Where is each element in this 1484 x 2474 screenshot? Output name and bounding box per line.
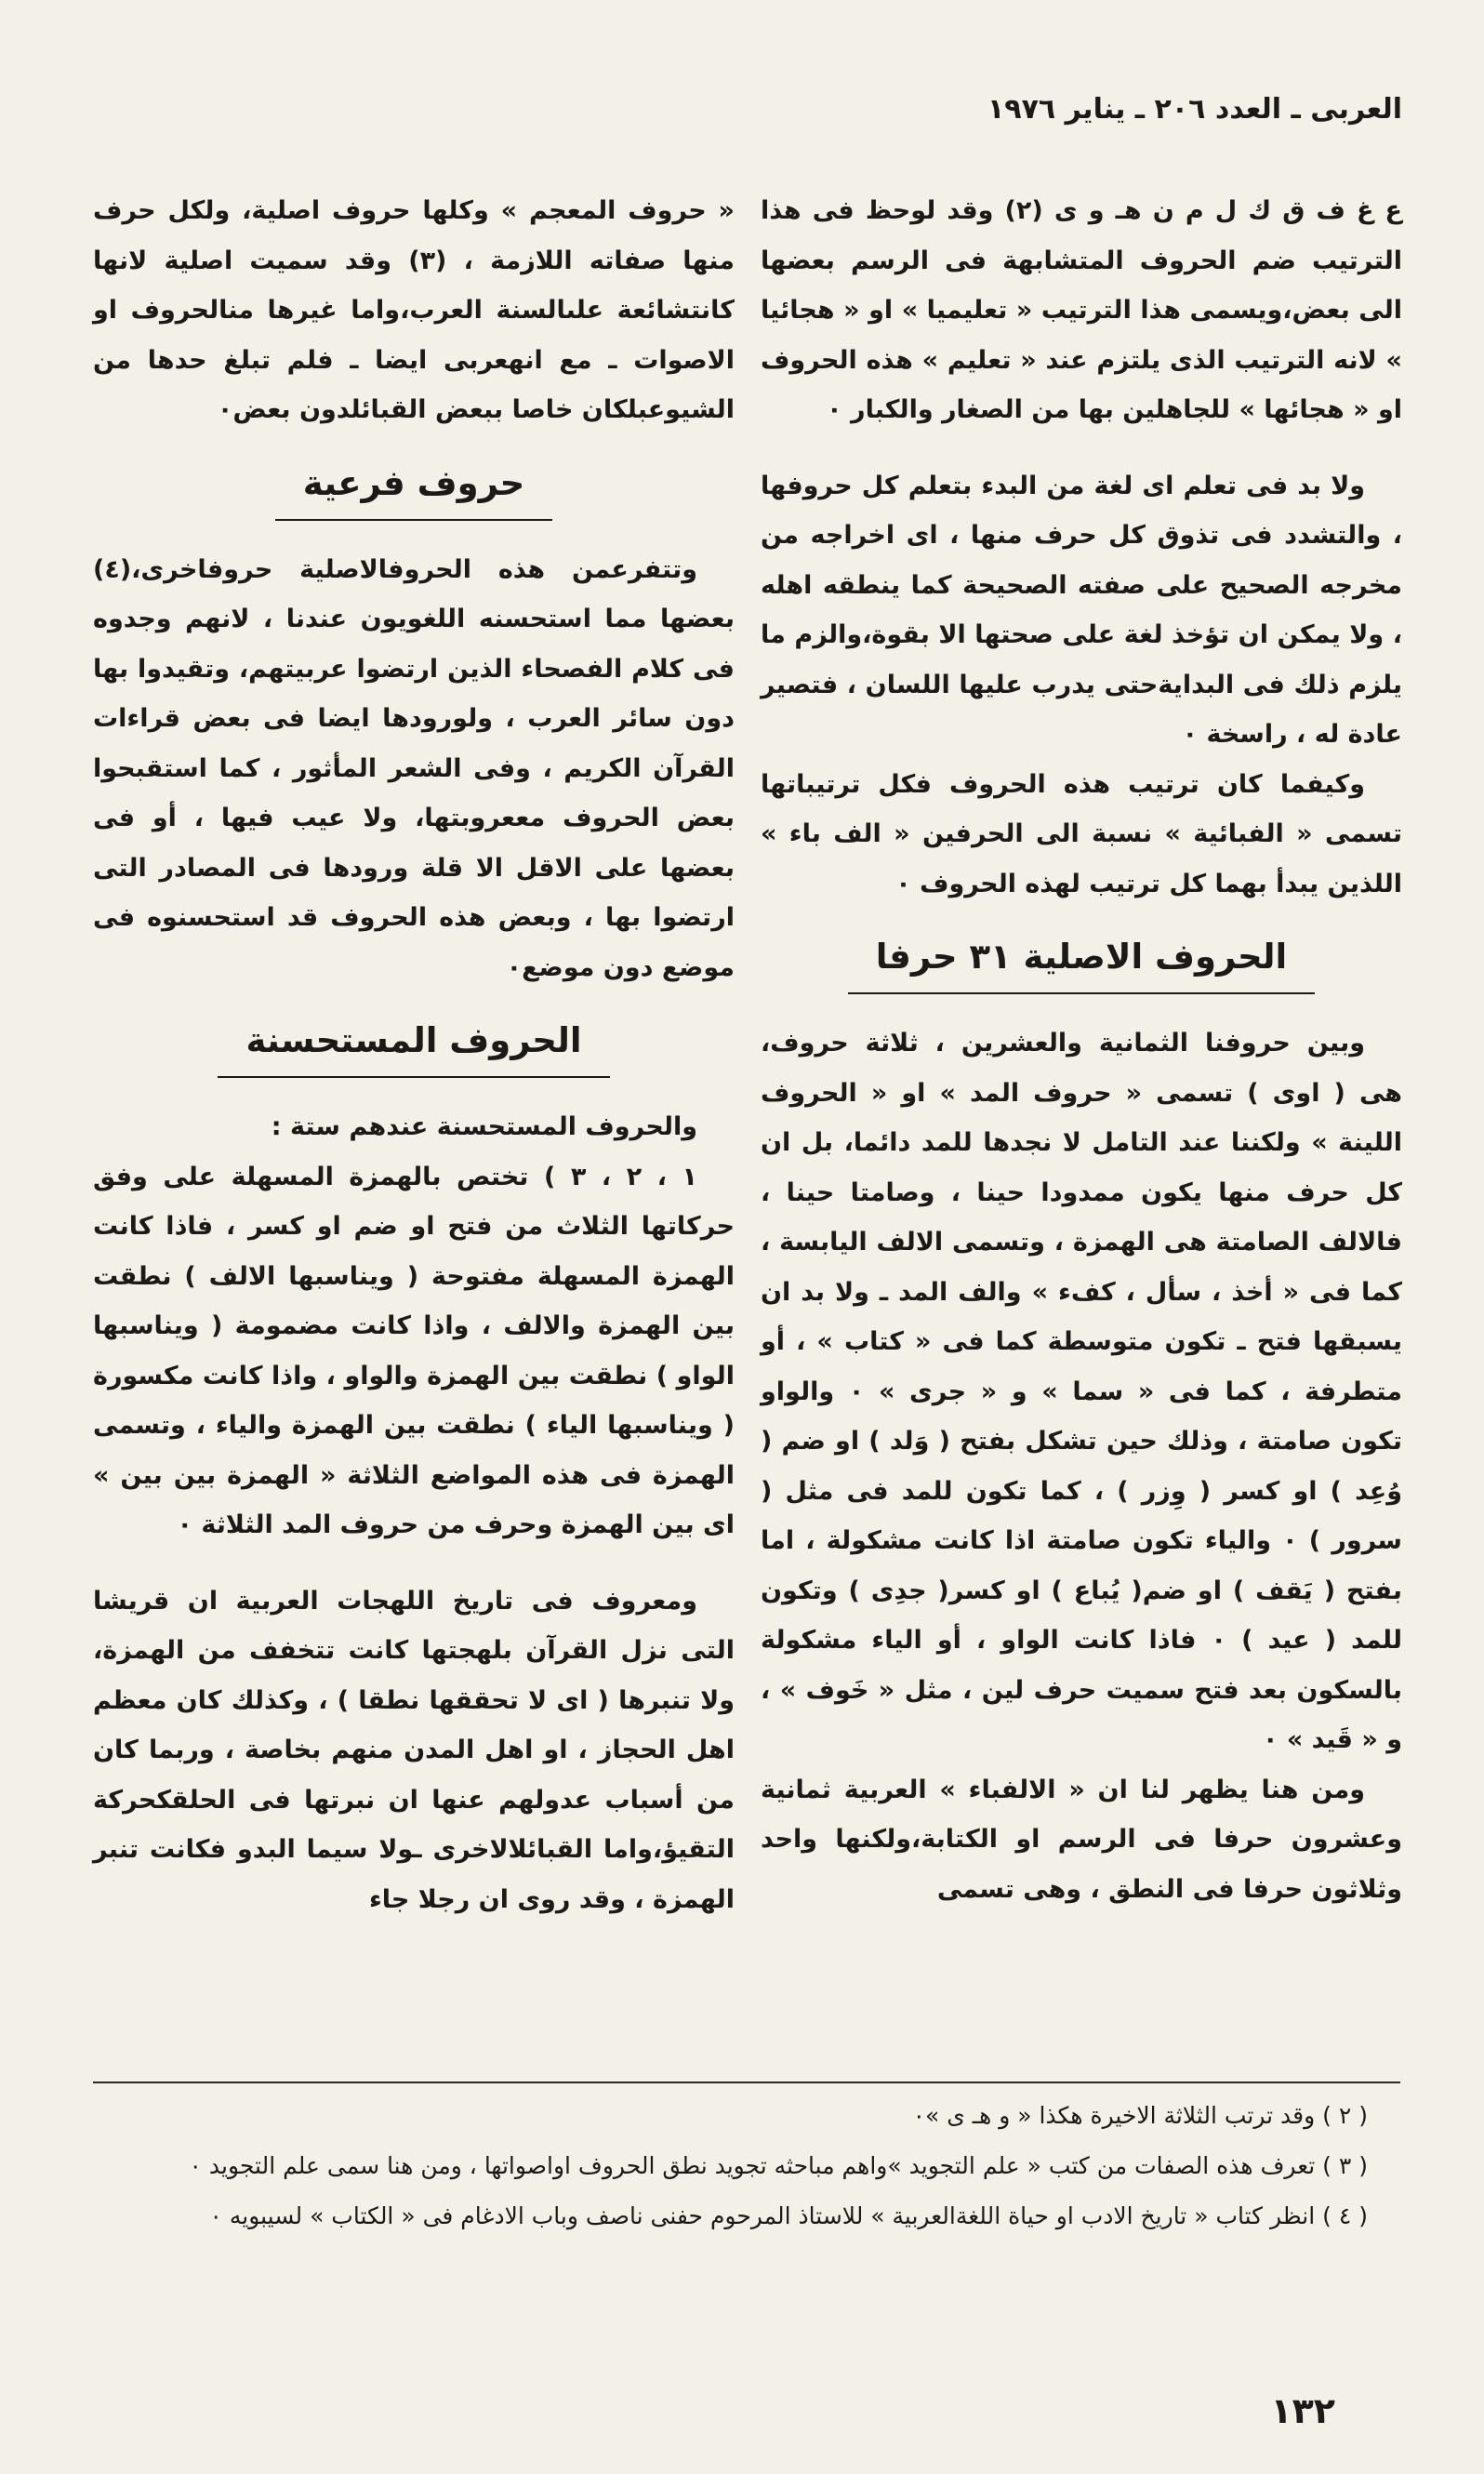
- right-paragraph-5: ومن هنا يظهر لنا ان « الالفباء » العربية ثمانية وعشرون حرفا فى الرسم او الكتابة،ولكنها واحد وثلاثون حرفا فى النطق ، وهى تسمى: [761, 1775, 1402, 1904]
- footnote-2: ( ٢ ) وقد ترتب الثلاثة الاخيرة هكذا « و هـ ى »٠: [912, 2102, 1368, 2129]
- right-paragraph-2: ولا بد فى تعلم اى لغة من البدء بتعلم كل حروفها ، والتشدد فى تذوق كل حرف منها ، اى اخراجه من مخرجه الصحيح على صفته الصحيحة كما ينطقه اهله ، ولا يمكن ان تؤخذ لغة على صحتها الا بقوة،والزم ما يلزم ذلك فى البدايةحتى يدرب عليها اللسان ، فتصير عادة له ، راسخة ٠: [761, 471, 1402, 749]
- section-title-original-letters: [761, 929, 1402, 994]
- footnotes: [94, 2091, 1368, 2241]
- footnote-divider: [93, 2082, 1400, 2083]
- right-intro-paragraph: ع غ ف ق ك ل م ن هـ و ى (٢) وقد لوحظ فى هذا الترتيب ضم الحروف المتشابهة فى الرسم بعضها الى بعض،ويسمى هذا الترتيب « تعليميا » او « هجائيا » لانه الترتيب الذى يلتزم عند « تعليم » هذه الحروف او « هجائها » للجاهلين بها من الصغار والكبار ٠: [761, 196, 1402, 424]
- left-intro-paragraph: « حروف المعجم » وكلها حروف اصلية، ولكل حرف منها صفاته اللازمة ، (٣) وقد سميت اصلية لانها كانتشائعة علىالسنة العرب،واما غيرها منالحروف او الاصوات ـ مع انهعربى ايضا ـ فلم تبلغ حدها من الشيوعبلكان خاصا ببعض القبائلدون بعض٠: [93, 196, 735, 424]
- section-title-branch-letters: [93, 456, 735, 521]
- left-column: [93, 186, 735, 1924]
- footnote-4: ( ٤ ) انظر كتاب « تاريخ الادب او حياة اللغةالعربية » للاستاذ المرحوم حفنى ناصف وباب الادغام فى « الكتاب » لسيبويه ٠: [209, 2202, 1368, 2229]
- section-title-approved-letters: [93, 1013, 735, 1078]
- page-number: ١٣٢: [1270, 2390, 1335, 2431]
- left-paragraph-4: ١ ، ٢ ، ٣ ) تختص بالهمزة المسهلة على وفق حركاتها الثلاث من فتح او ضم او كسر ، فاذا كانت الهمزة المسهلة مفتوحة ( ويناسبها الالف ) نطقت بين الهمزة والالف ، واذا كانت مضمومة ( ويناسبها الواو ) نطقت بين الهمزة والواو ، واذا كانت مكسورة ( ويناسبها الياء ) نطقت بين الهمزة والياء ، وتسمى الهمزة فى هذه المواضع الثلاثة « الهمزة بين بين » اى بين الهمزة وحرف من حروف المد الثلاثة ٠: [93, 1162, 735, 1539]
- running-header: العربى ـ العدد ٢٠٦ ـ يناير ١٩٧٦: [987, 93, 1402, 126]
- section-title-approved-letters-text: الحروف المستحسنة: [218, 1013, 609, 1078]
- left-paragraph-2: وتتفرعمن هذه الحروفالاصلية حروفاخرى،(٤) بعضها مما استحسنه اللغويون عندنا ، لانهم وجدوه فى كلام الفصحاء الذين ارتضوا عربيتهم، وتقيدوا بها دون سائر العرب ، ولورودها ايضا فى بعض قراءات القرآن الكريم ، وفى الشعر المأثور ، كما استقبحوا بعض الحروف مععروبتها، ولا عيب فيها ، أو فى بعضها على الاقل الا قلة ورودها فى المصادر التى ارتضوا بها ، وبعض هذه الحروف قد استحسنوه فى موضع دون موضع٠: [93, 554, 735, 982]
- footnote-3: ( ٣ ) تعرف هذه الصفات من كتب « علم التجويد »واهم مباحثه تجويد نطق الحروف اواصواتها ، ومن هنا سمى علم التجويد ٠: [189, 2152, 1368, 2179]
- right-column: [761, 186, 1402, 1914]
- section-title-branch-letters-text: حروف فرعية: [275, 456, 553, 521]
- left-paragraph-3: والحروف المستحسنة عندهم ستة :: [271, 1112, 697, 1141]
- section-title-original-letters-text: الحروف الاصلية ٣١ حرفا: [848, 929, 1316, 994]
- right-paragraph-3: وكيفما كان ترتيب هذه الحروف فكل ترتيباتها تسمى « الفبائية » نسبة الى الحرفين « الف باء » اللذين يبدأ بهما كل ترتيب لهذه الحروف ٠: [761, 769, 1402, 898]
- right-paragraph-4: وبين حروفنا الثمانية والعشرين ، ثلاثة حروف، هى ( اوى ) تسمى « حروف المد » او « الحروف اللينة » ولكننا عند التامل لا نجدها للمد دائما، بل ان كل حرف منها يكون ممدودا حينا ، وصامتا حينا ، فالالف الصامتة هى الهمزة ، وتسمى الالف اليابسة ، كما فى « أخذ ، سأل ، كفء » والف المد ـ ولا بد ان يسبقها فتح ـ تكون متوسطة كما فى « كتاب » ، أو متطرفة ، كما فى « سما » و « جرى » ٠ والواو تكون صامتة ، وذلك حين تشكل بفتح ( وَلد ) او ضم ( وُعِد ) او كسر ( وِزر ) ، كما تكون للمد فى مثل ( سرور ) ٠ والياء تكون صامتة اذا كانت مشكولة ، اما بفتح ( يَقف ) او ضم( يُباع ) او كسر( جدِى ) وتكون للمد ( عيد ) ٠ فاذا كانت الواو ، أو الياء مشكولة بالسكون بعد فتح سميت حرف لين ، مثل « خَوف » ، و « قَيد » ٠: [761, 1029, 1402, 1754]
- left-paragraph-5: ومعروف فى تاريخ اللهجات العربية ان قريشا التى نزل القرآن بلهجتها كانت تتخفف من الهمزة، ولا تنبرها ( اى لا تحققها نطقا ) ، وكذلك كان معظم اهل الحجاز ، او اهل المدن منهم بخاصة ، وربما كان من أسباب عدولهم عنها ان نبرتها فى الحلقكحركة التقيؤ،واما القبائلالاخرى ـولا سيما البدو فكانت تنبر الهمزة ، وقد روى ان رجلا جاء: [93, 1586, 735, 1914]
